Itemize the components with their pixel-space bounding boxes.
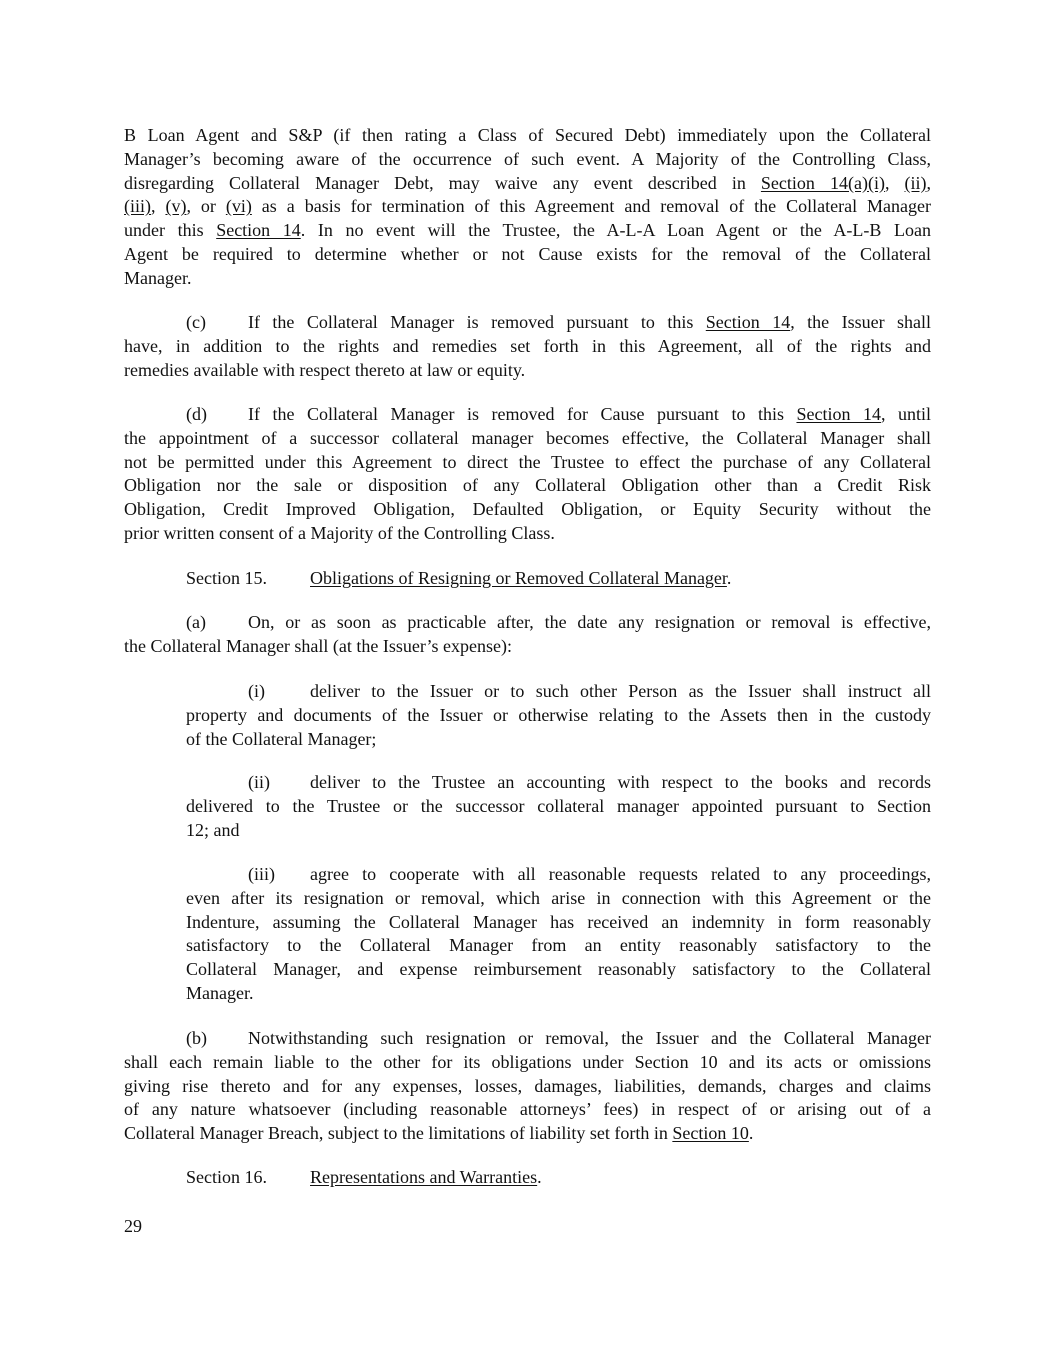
text-run: remedies available with respect thereto at law or equity. (124, 359, 526, 380)
text-line (124, 611, 931, 635)
text-line (124, 1051, 931, 1075)
text-line (186, 982, 931, 1006)
section-15-heading (124, 567, 931, 591)
text-run: Indenture, assuming the Collateral Manager has received an indemnity in form reasonably (186, 911, 931, 932)
text-run: On, or as soon as practicable after, the date any resignation or removal is effective, (248, 612, 931, 632)
text-run: Manager’s becoming aware of the occurrence of such event. A Majority of the Controlling Class, (124, 148, 931, 169)
clause-label: (ii) (248, 772, 270, 792)
page-number: 29 (124, 1216, 142, 1236)
text-run: If the Collateral Manager is removed pursuant to this (248, 312, 706, 332)
text-line (124, 1098, 931, 1122)
text-run: deliver to the Trustee an accounting with respect to the books and records (310, 772, 931, 792)
cross-reference: Section 14 (216, 220, 301, 241)
clause-label: Section 16. (186, 1167, 267, 1187)
text-run: , until (880, 404, 931, 424)
text-line (124, 1027, 931, 1051)
text-line (186, 819, 931, 843)
paragraph-c (124, 311, 931, 382)
cross-reference: (iii) (124, 196, 151, 217)
text-run: giving rise thereto and for any expenses, losses, damages, liabilities, demands, charges and claims (124, 1075, 931, 1096)
text-run: shall each remain liable to the other for its obligations under Section 10 and its acts or omissions (124, 1051, 931, 1072)
text-run: Agent be required to determine whether or not Cause exists for the removal of the Collateral (124, 243, 931, 264)
cross-reference: Representations and Warranties (310, 1167, 538, 1187)
text-line (124, 1166, 931, 1190)
clause-label: (a) (186, 612, 206, 632)
text-line (124, 267, 931, 291)
text-line (186, 911, 931, 935)
text-run: Notwithstanding such resignation or removal, the Issuer and the Collateral Manager (248, 1028, 931, 1048)
text-run: Obligation nor the sale or disposition of any Collateral Obligation other than a Credit Risk (124, 475, 931, 496)
clause-i (186, 680, 931, 751)
text-run: . In no event will the Trustee, the A-L-A Loan Agent or the A-L-B Loan (300, 220, 931, 241)
text-line (124, 427, 931, 451)
cross-reference: Section 14 (705, 312, 791, 332)
text-line (124, 243, 931, 267)
text-run: even after its resignation or removal, which arise in connection with this Agreement or the (186, 887, 931, 908)
paragraph-d (124, 403, 931, 546)
text-run: as a basis for termination of this Agreement and removal of the Collateral Manager (251, 196, 931, 217)
text-line (186, 704, 931, 728)
clause-label: (i) (248, 681, 265, 701)
text-line (124, 522, 931, 546)
text-run: the appointment of a successor collateral manager becomes effective, the Collateral Manager shall (124, 427, 931, 448)
text-run: Manager. (186, 982, 254, 1003)
text-run: , (926, 172, 932, 193)
text-run: disregarding Collateral Manager Debt, may waive any event described in (124, 172, 761, 193)
cross-reference: Obligations of Resigning or Removed Collateral Manager (310, 568, 727, 588)
text-line (124, 219, 931, 243)
clause-label: (b) (186, 1028, 207, 1048)
cross-reference: Section 14(a)(i) (760, 172, 885, 193)
text-run: Obligation, Credit Improved Obligation, Defaulted Obligation, or Equity Security without the (124, 499, 931, 520)
text-run: . (537, 1167, 542, 1187)
cross-reference: Section 14 (796, 404, 881, 424)
text-line (124, 451, 931, 475)
text-run: , the Issuer shall (790, 312, 931, 332)
text-line (124, 1075, 931, 1099)
text-run: of any nature whatsoever (including reasonable attorneys’ fees) in respect of or arising out of a (124, 1099, 931, 1120)
text-line (186, 863, 931, 887)
text-run: 12; and (186, 819, 240, 840)
clause-label: Section 15. (186, 568, 267, 588)
text-run: not be permitted under this Agreement to direct the Trustee to effect the purchase of any Collateral (124, 451, 931, 472)
section-16-heading (124, 1166, 931, 1190)
text-line (186, 934, 931, 958)
clause-label: (c) (186, 312, 206, 332)
paragraph-continuation (124, 124, 931, 291)
text-line (186, 771, 931, 795)
clause-label: (d) (186, 404, 207, 424)
text-run: the Collateral Manager shall (at the Issuer’s expense): (124, 635, 513, 656)
paragraph-b (124, 1027, 931, 1146)
text-run: If the Collateral Manager is removed for Cause pursuant to this (248, 404, 797, 424)
text-line (124, 335, 931, 359)
text-line (124, 311, 931, 335)
text-run: prior written consent of a Majority of the Controlling Class. (124, 522, 555, 543)
text-run: Collateral Manager Breach, subject to the limitations of liability set forth in (124, 1123, 673, 1144)
cross-reference: Section 10 (672, 1123, 749, 1144)
text-line (124, 124, 931, 148)
text-run: Manager. (124, 267, 192, 288)
text-line (186, 728, 931, 752)
text-line (124, 359, 931, 383)
clause-label: (iii) (248, 864, 275, 884)
clause-ii (186, 771, 931, 842)
text-run: have, in addition to the rights and remedies set forth in this Agreement, all of the rights and (124, 335, 931, 356)
clause-iii (186, 863, 931, 1006)
text-line (124, 1122, 931, 1146)
text-line (186, 680, 931, 704)
text-line (124, 195, 931, 219)
text-line (124, 172, 931, 196)
text-line (124, 498, 931, 522)
text-run: , (884, 172, 905, 193)
text-line (186, 887, 931, 911)
text-run: Collateral Manager, and expense reimbursement reasonably satisfactory to the Collateral (186, 959, 931, 980)
text-run: satisfactory to the Collateral Manager from an entity reasonably satisfactory to the (186, 935, 931, 956)
text-line (186, 795, 931, 819)
text-line (186, 958, 931, 982)
text-run: , or (186, 196, 226, 217)
text-run: . (726, 568, 732, 588)
text-run: , (151, 196, 166, 217)
text-line (124, 403, 931, 427)
text-run: deliver to the Issuer or to such other Person as the Issuer shall instruct all (310, 681, 931, 701)
text-run: agree to cooperate with all reasonable requests related to any proceedings, (310, 864, 931, 884)
text-line (124, 474, 931, 498)
cross-reference: (v) (165, 196, 187, 217)
cross-reference: (vi) (225, 196, 252, 217)
text-run: B Loan Agent and S&P (if then rating a Class of Secured Debt) immediately upon the Collateral (124, 125, 931, 145)
text-run: delivered to the Trustee or the successor collateral manager appointed pursuant to Section (186, 795, 931, 816)
text-run: of the Collateral Manager; (186, 728, 377, 749)
paragraph-a (124, 611, 931, 659)
text-run: property and documents of the Issuer or otherwise relating to the Assets then in the custody (186, 704, 931, 725)
text-line (124, 148, 931, 172)
text-line (124, 635, 931, 659)
text-run: under this (124, 220, 217, 241)
cross-reference: (ii) (904, 172, 927, 193)
text-line (124, 567, 931, 591)
text-run: . (748, 1123, 754, 1144)
